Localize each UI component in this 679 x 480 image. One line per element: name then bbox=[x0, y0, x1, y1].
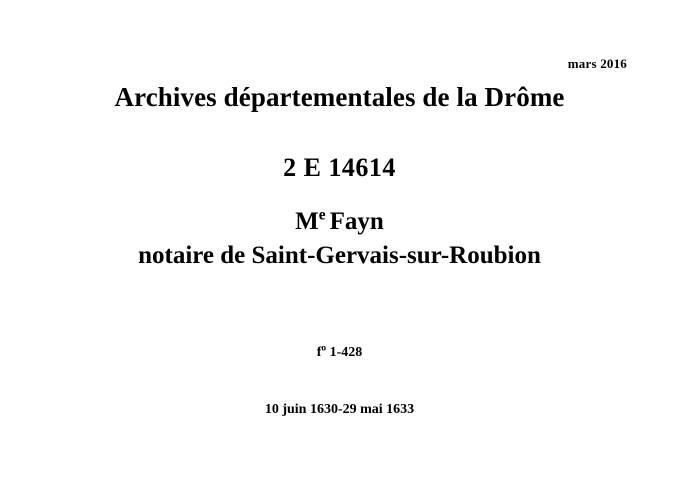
folio-label: f bbox=[316, 345, 322, 360]
archive-reference-code: 2 E 14614 bbox=[283, 153, 396, 182]
document-date-range: 10 juin 1630-29 mai 1633 bbox=[264, 402, 415, 417]
notary-surname: Fayn bbox=[329, 208, 384, 235]
notary-block bbox=[0, 205, 679, 273]
folio-range-line bbox=[0, 345, 679, 361]
folio-range: 1-428 bbox=[326, 345, 363, 360]
notary-title-superscript: e bbox=[318, 206, 326, 224]
institution-title: Archives départementales de la Drôme bbox=[114, 82, 565, 112]
notary-name-line bbox=[0, 205, 679, 239]
publication-date-stamp: mars 2016 bbox=[567, 56, 627, 71]
folio-label-superscript: o bbox=[321, 343, 327, 354]
notary-place-line: notaire de Saint-Gervais-sur-Roubion bbox=[138, 241, 541, 269]
notary-title: M bbox=[295, 208, 319, 235]
